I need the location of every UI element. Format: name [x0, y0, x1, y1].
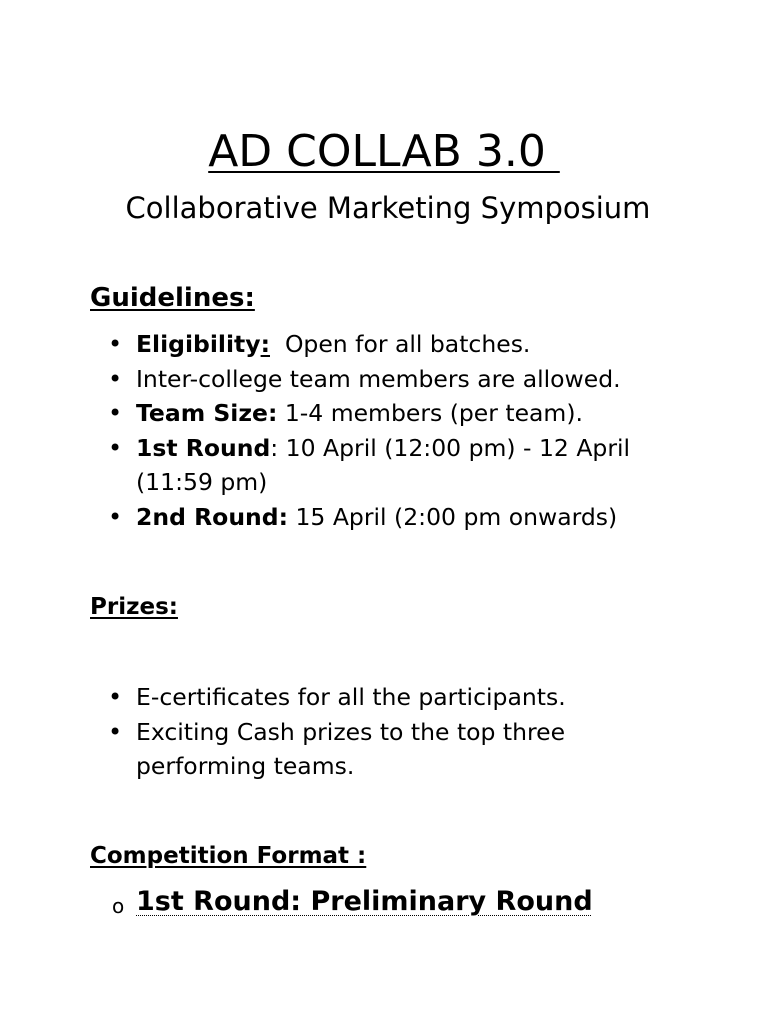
- competition-format-heading: Competition Format :: [90, 843, 367, 869]
- guideline-item-first-round: [108, 431, 688, 500]
- guideline-label: 2nd Round:: [136, 502, 289, 531]
- page-subtitle: Collaborative Marketing Symposium: [125, 191, 651, 225]
- bullet-icon: •: [108, 717, 123, 746]
- prize-item-cash: [108, 715, 688, 784]
- prize-text: E-certificates for all the participants.: [136, 683, 566, 711]
- guidelines-list: [108, 327, 688, 534]
- title-text: AD COLLAB 3.0: [208, 126, 560, 177]
- bullet-icon: •: [108, 399, 123, 427]
- guidelines-heading: Guidelines:: [90, 283, 255, 313]
- guideline-text: : 10 April (12:00 pm) - 12 April (11:59 pm): [136, 433, 631, 496]
- bullet-icon: •: [108, 433, 123, 462]
- guideline-text: 15 April (2:00 pm onwards): [288, 502, 618, 531]
- bullet-icon: •: [108, 330, 123, 358]
- bullet-icon: •: [108, 683, 123, 711]
- guideline-item-inter-college: [108, 362, 688, 397]
- guideline-label: Team Size:: [136, 399, 278, 427]
- bullet-icon: •: [108, 502, 123, 531]
- circle-bullet-icon: o: [112, 894, 125, 918]
- prize-item-certificates: [108, 680, 688, 715]
- first-round-heading: 1st Round: Preliminary Round: [136, 886, 593, 917]
- guideline-label-colon: :: [260, 330, 270, 358]
- prize-text: Exciting Cash prizes to the top three performing teams.: [136, 717, 566, 780]
- guideline-text: Inter-college team members are allowed.: [136, 364, 621, 393]
- guideline-label: Eligibility: [136, 330, 261, 358]
- page-title: [0, 126, 768, 178]
- prizes-list: [108, 680, 688, 784]
- guideline-item-second-round: [108, 500, 688, 535]
- bullet-icon: •: [108, 364, 123, 393]
- guideline-label: 1st Round: [136, 433, 271, 462]
- guideline-item-team-size: [108, 396, 688, 431]
- guideline-item-eligibility: [108, 327, 688, 362]
- guideline-text: Open for all batches.: [270, 330, 531, 358]
- prizes-heading: Prizes:: [90, 594, 178, 620]
- guideline-text: 1-4 members (per team).: [277, 399, 583, 427]
